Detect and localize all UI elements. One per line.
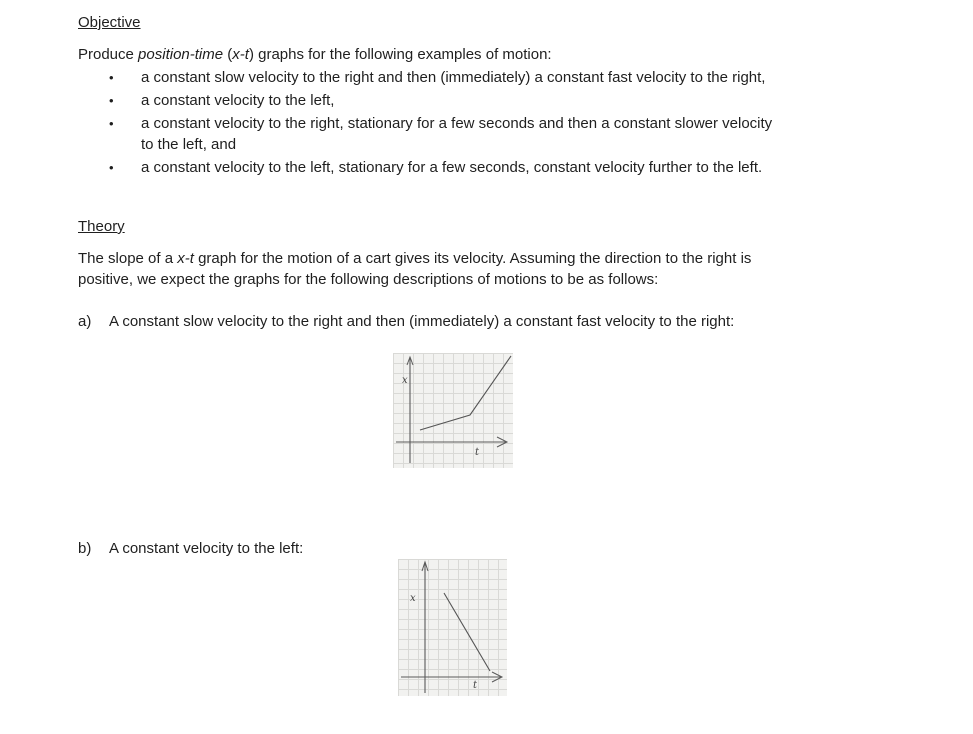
graph-b-photo (398, 559, 507, 696)
graph-b-drawing (398, 559, 507, 696)
case-a-letter: a) (78, 313, 92, 330)
graph-a-drawing (393, 353, 513, 468)
intro-prefix: Produce (78, 46, 139, 63)
graph-b-x-label: x (410, 593, 416, 604)
theory-line-2: positive, we expect the graphs for the following descriptions of motions to be as follows: (78, 271, 659, 288)
bullet-marker: • (109, 70, 114, 85)
intro-mid: ( (223, 46, 233, 63)
graph-a-t-label: t (475, 447, 480, 458)
bullet-item-3: a constant velocity to the right, stationary for a few seconds and then a constant slower velocity (141, 115, 773, 132)
case-b-description: A constant velocity to the left: (109, 540, 304, 557)
intro-italic-position-time: position-time (138, 46, 224, 63)
graph-a-x-label: x (402, 375, 408, 386)
bullet-marker: • (109, 93, 114, 108)
bullet-item-2: a constant velocity to the left, (141, 92, 335, 109)
bullet-marker: • (109, 160, 114, 175)
graph-a-photo (393, 353, 513, 468)
theory-line1-suffix: graph for the motion of a cart gives its velocity. Assuming the direction to the right is (193, 250, 752, 267)
objective-heading: Objective (78, 14, 141, 31)
bullet-item-3-continued: to the left, and (141, 136, 237, 153)
theory-line1-prefix: The slope of a (78, 250, 178, 267)
intro-suffix: ) graphs for the following examples of motion: (248, 46, 552, 63)
bullet-marker: • (109, 116, 114, 131)
case-b-letter: b) (78, 540, 92, 557)
intro-italic-xt: x-t (232, 46, 249, 63)
theory-line1-italic: x-t (177, 250, 194, 267)
theory-heading: Theory (78, 218, 125, 235)
bullet-item-4: a constant velocity to the left, stationary for a few seconds, constant velocity further to the left. (141, 159, 763, 176)
graph-b-t-label: t (473, 680, 478, 691)
theory-line-1 (78, 248, 751, 269)
case-a-description: A constant slow velocity to the right and then (immediately) a constant fast velocity to the right: (109, 313, 735, 330)
bullet-item-1: a constant slow velocity to the right and then (immediately) a constant fast velocity to the right, (141, 69, 766, 86)
objective-intro (78, 44, 552, 65)
